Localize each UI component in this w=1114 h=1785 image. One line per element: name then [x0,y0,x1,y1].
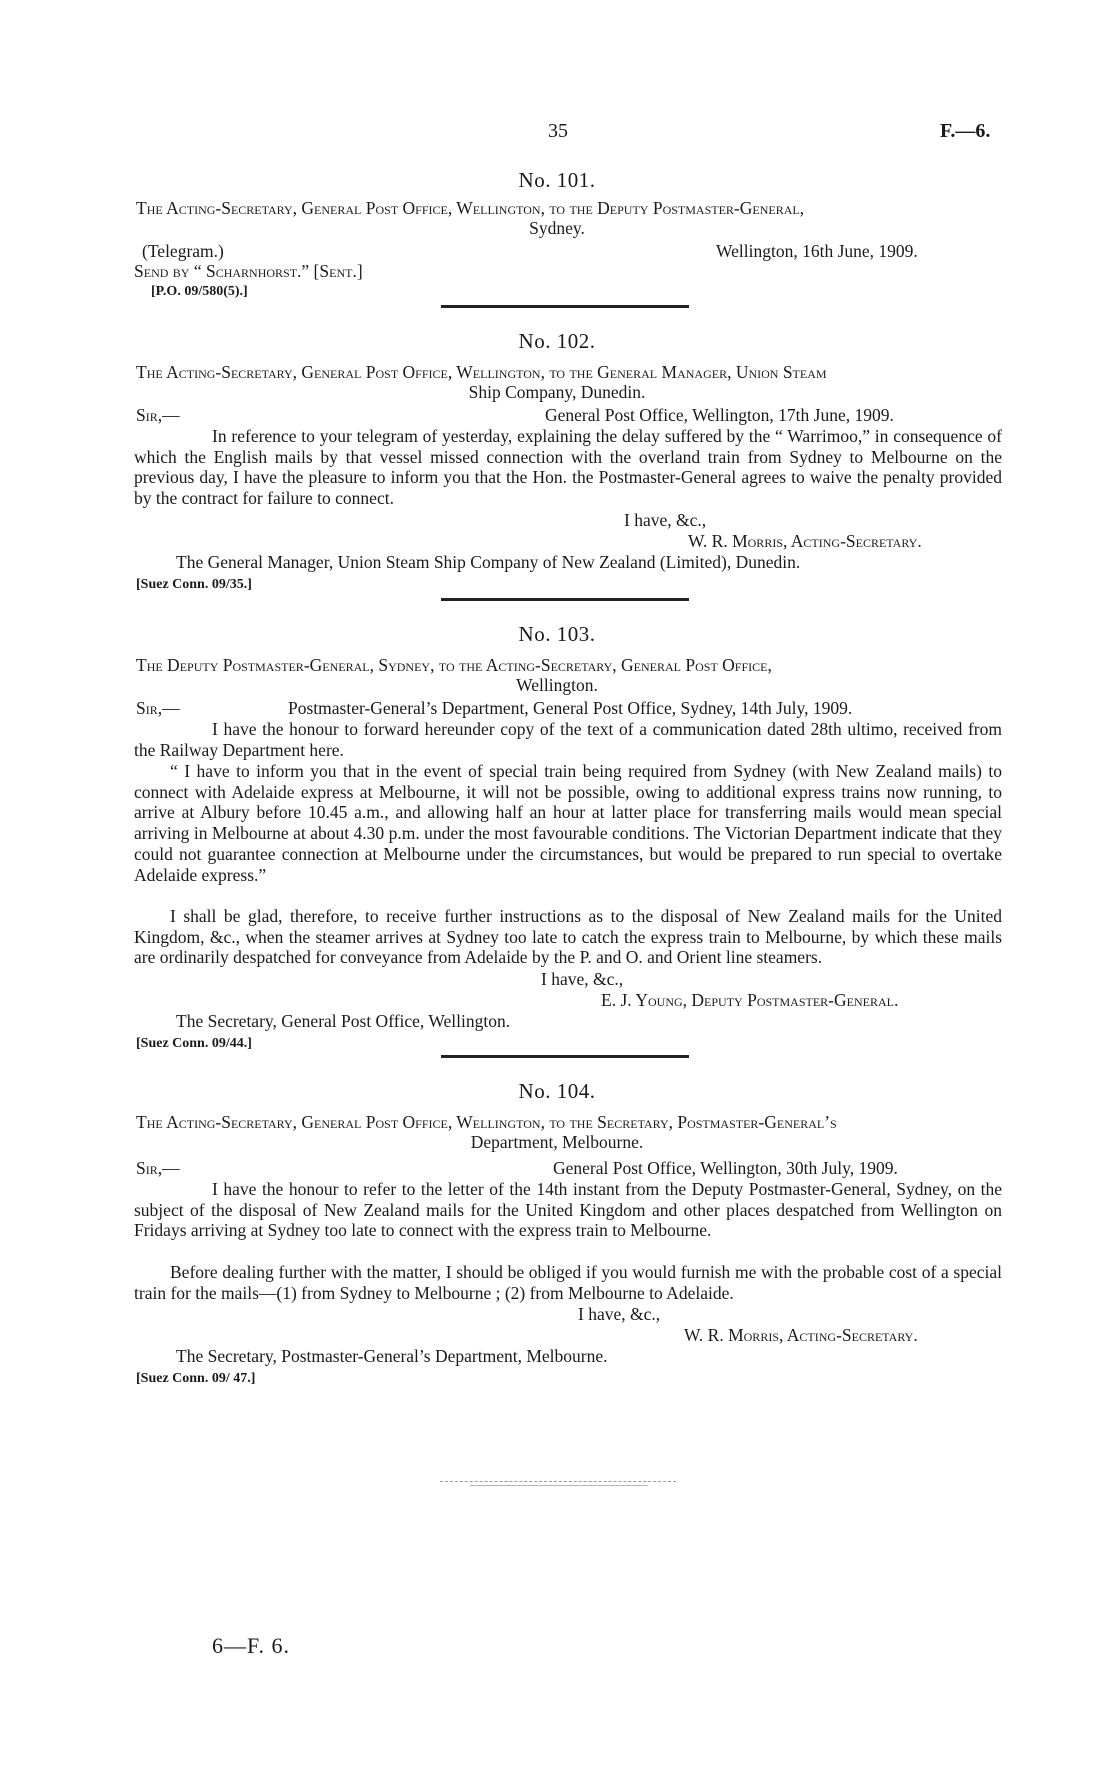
closing-ornament-rule [470,1485,648,1486]
section-divider [441,305,689,308]
letter-address: The Deputy Postmaster-General, Sydney, to the Acting-Secretary, General Post Office, [136,655,772,675]
letter-body-paragraph: I have the honour to refer to the letter of the 14th instant from the Deputy Postmaster-General, Sydney, on the subject of the disposal of New Zealand mails for the United Kingdom and other places despatched from Wellington on Fridays arriving at Sydney too late to connect with the express train to Melbourne. [134,1179,1002,1241]
closing-ornament-rule [440,1481,676,1482]
file-reference: [Suez Conn. 09/35.] [136,577,252,592]
letter-body-paragraph: I shall be glad, therefore, to receive further instructions as to the disposal of New Zealand mails for the United Kingdom, &c., when the steamer arrives at Sydney too late to catch the express train to Melbourne, by which these mails are ordinarily despatched for conveyance from Adelaide by the P. and O. and Orient line steamers. [134,906,1002,968]
section-divider [441,598,689,601]
letter-closing: I have, &c., [541,969,624,989]
letter-closing: I have, &c., [578,1304,661,1324]
letter-address-continued: Department, Melbourne. [470,1132,644,1152]
letter-place-date: Wellington, 16th June, 1909. [716,241,918,261]
telegram-instruction: Send by “ Scharnhorst.” [Sent.] [134,261,363,281]
quoted-communication: “ I have to inform you that in the event of special train being required from Sydney (with New Zealand mails) to connect with Adelaide express at Melbourne, it will not be possible, owing to additional express trains now running, to arrive at Albury before 10.45 a.m., and allowing half an hour at latter place for transferring mails would mean special arriving in Melbourne at about 4.30 p.m. under the most favourable conditions. The Victorian Department indicate that they could not guarantee connection at Melbourne under the circumstances, but would be prepared to run special to overtake Adelaide express.” [134,761,1002,885]
letter-salutation: Sir,— [136,698,180,718]
letter-body-paragraph: Before dealing further with the matter, I should be obliged if you would furnish me with the probable cost of a special train for the mails—(1) from Sydney to Melbourne ; (2) from Melbourne to Adelaide. [134,1262,1002,1303]
letter-signature: E. J. Young, Deputy Postmaster-General. [601,990,899,1010]
letter-signature: W. R. Morris, Acting-Secretary. [684,1325,918,1345]
letter-signature: W. R. Morris, Acting-Secretary. [688,531,922,551]
letter-number: No. 104. [518,1079,596,1103]
page-number: 35 [548,120,568,142]
letter-body: In reference to your telegram of yesterday, explaining the delay suffered by the “ Warrimoo,” in consequence of which the English mails by that vessel missed connection with the overland train from Sydney to Melbourne on the previous day, I have the pleasure to inform you that the Hon. the Postmaster-General agrees to waive the penalty provided by the contract for failure to connect. [134,426,1002,509]
file-reference: [P.O. 09/580(5).] [151,284,248,299]
section-divider [441,1055,689,1058]
printer-signature-mark: 6—F. 6. [212,1633,290,1658]
letter-number: No. 101. [518,168,596,192]
letter-address-continued: Ship Company, Dunedin. [468,382,646,402]
telegram-label: (Telegram.) [142,241,224,261]
letter-salutation: Sir,— [136,405,180,425]
document-reference: F.—6. [940,120,991,142]
letter-number: No. 102. [518,329,596,353]
letter-address-continued: Sydney. [529,218,585,238]
letter-place-date: General Post Office, Wellington, 17th June, 1909. [545,405,894,425]
letter-addressee: The Secretary, General Post Office, Wellington. [176,1011,511,1031]
letter-address: The Acting-Secretary, General Post Office, Wellington, to the Deputy Postmaster-General, [136,198,805,218]
letter-addressee: The Secretary, Postmaster-General’s Department, Melbourne. [176,1346,608,1366]
letter-place-date: Postmaster-General’s Department, General Post Office, Sydney, 14th July, 1909. [288,698,853,718]
letter-address: The Acting-Secretary, General Post Office, Wellington, to the General Manager, Union Steam [136,362,827,382]
letter-closing: I have, &c., [624,510,707,530]
file-reference: [Suez Conn. 09/ 47.] [136,1371,256,1386]
letter-place-date: General Post Office, Wellington, 30th July, 1909. [553,1158,898,1178]
letter-address: The Acting-Secretary, General Post Office, Wellington, to the Secretary, Postmaster-General’s [136,1112,837,1132]
letter-addressee: The General Manager, Union Steam Ship Company of New Zealand (Limited), Dunedin. [176,552,801,572]
letter-salutation: Sir,— [136,1158,180,1178]
letter-number: No. 103. [518,622,596,646]
letter-address-continued: Wellington. [516,675,598,695]
letter-body-paragraph: I have the honour to forward hereunder copy of the text of a communication dated 28th ultimo, received from the Railway Department here. [134,719,1002,760]
file-reference: [Suez Conn. 09/44.] [136,1036,252,1051]
